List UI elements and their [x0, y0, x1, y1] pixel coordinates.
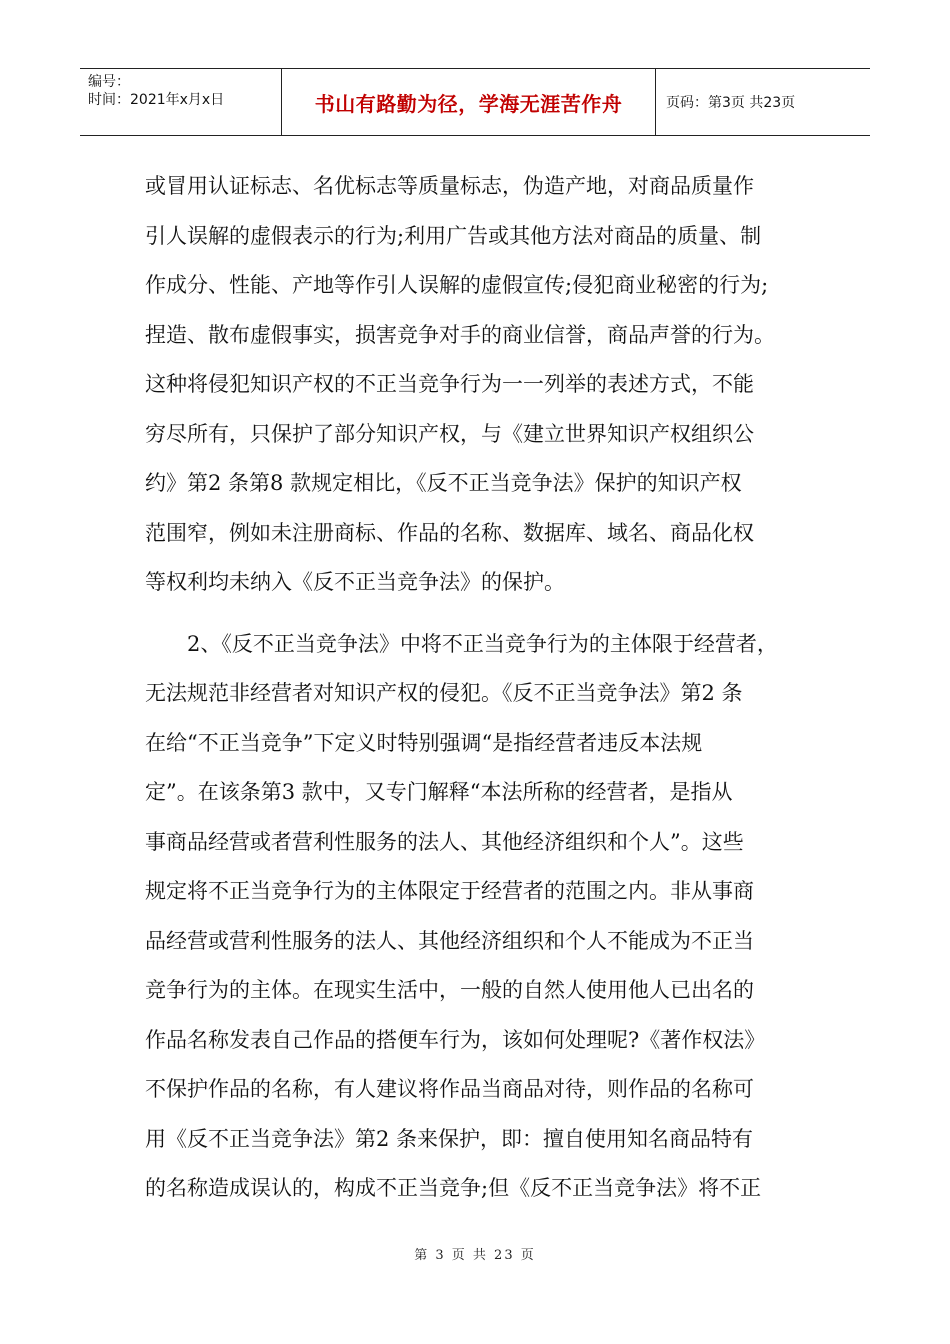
text-line: 竞争行为的主体。在现实生活中，一般的自然人使用他人已出名的: [145, 978, 754, 1002]
text-line: 引人误解的虚假表示的行为;利用广告或其他方法对商品的质量、制: [145, 223, 762, 248]
text-line: 这种将侵犯知识产权的不正当竞争行为一一列举的表述方式，不能: [145, 372, 754, 396]
text-line: 事商品经营或者营利性服务的法人、其他经济组织和个人”。这些: [145, 829, 744, 854]
text-line: 捏造、散布虚假事实，损害竞争对手的商业信誉，商品声誉的行为。: [145, 322, 775, 347]
page-header: [80, 68, 870, 136]
text-line: 定”。在该条第3 款中，又专门解释“本法所称的经营者，是指从: [145, 780, 733, 804]
header-meta: [80, 69, 282, 135]
document-number-label: 编号：: [88, 74, 130, 90]
text-line: 等权利均未纳入《反不正当竞争法》的保护。: [145, 570, 565, 594]
text-line: 用《反不正当竞争法》第2 条来保护，即：擅自使用知名商品特有: [145, 1126, 754, 1151]
text-line: 约》第2 条第8 款规定相比，《反不正当竞争法》保护的知识产权: [145, 471, 742, 495]
paragraph-gap: [145, 608, 825, 620]
text-line: 范围窄，例如未注册商标、作品的名称、数据库、域名、商品化权: [145, 520, 754, 545]
motto-text: 书山有路勤为径，学海无涯苦作舟: [314, 91, 623, 116]
paragraph-1: [145, 162, 825, 608]
paragraph-2: [145, 620, 825, 1214]
text-line: 2、《反不正当竞争法》中将不正当竞争行为的主体限于经营者，: [187, 631, 778, 656]
text-line: 无法规范非经营者对知识产权的侵犯。《反不正当竞争法》第2 条: [145, 681, 743, 705]
text-line: 或冒用认证标志、名优标志等质量标志，伪造产地，对商品质量作: [145, 174, 754, 198]
header-page-info-cell: [656, 69, 870, 135]
text-line: 的名称造成误认的，构成不正当竞争;但《反不正当竞争法》将不正: [145, 1176, 762, 1200]
text-line: 不保护作品的名称，有人建议将作品当商品对待，则作品的名称可: [145, 1077, 754, 1101]
text-line: 作成分、性能、产地等作引人误解的虚假宣传;侵犯商业秘密的行为;: [145, 273, 769, 297]
header-motto-cell: [282, 69, 656, 135]
text-line: 品经营或营利性服务的法人、其他经济组织和个人不能成为不正当: [145, 928, 754, 953]
header-page-info: 页码：第3页 共23页: [666, 95, 796, 111]
text-line: 规定将不正当竞争行为的主体限定于经营者的范围之内。非从事商: [145, 879, 754, 903]
document-body: [145, 162, 825, 1214]
text-line: 在给“不正当竞争”下定义时特别强调“是指经营者违反本法规: [145, 730, 703, 755]
text-line: 作品名称发表自己作品的搭便车行为，该如何处理呢?《著作权法》: [145, 1027, 766, 1052]
page-footer: 第 3 页 共 23 页: [414, 1248, 536, 1263]
text-line: 穷尽所有，只保护了部分知识产权，与《建立世界知识产权组织公: [145, 421, 754, 446]
document-date: 时间：2021年x月x日: [88, 92, 225, 108]
